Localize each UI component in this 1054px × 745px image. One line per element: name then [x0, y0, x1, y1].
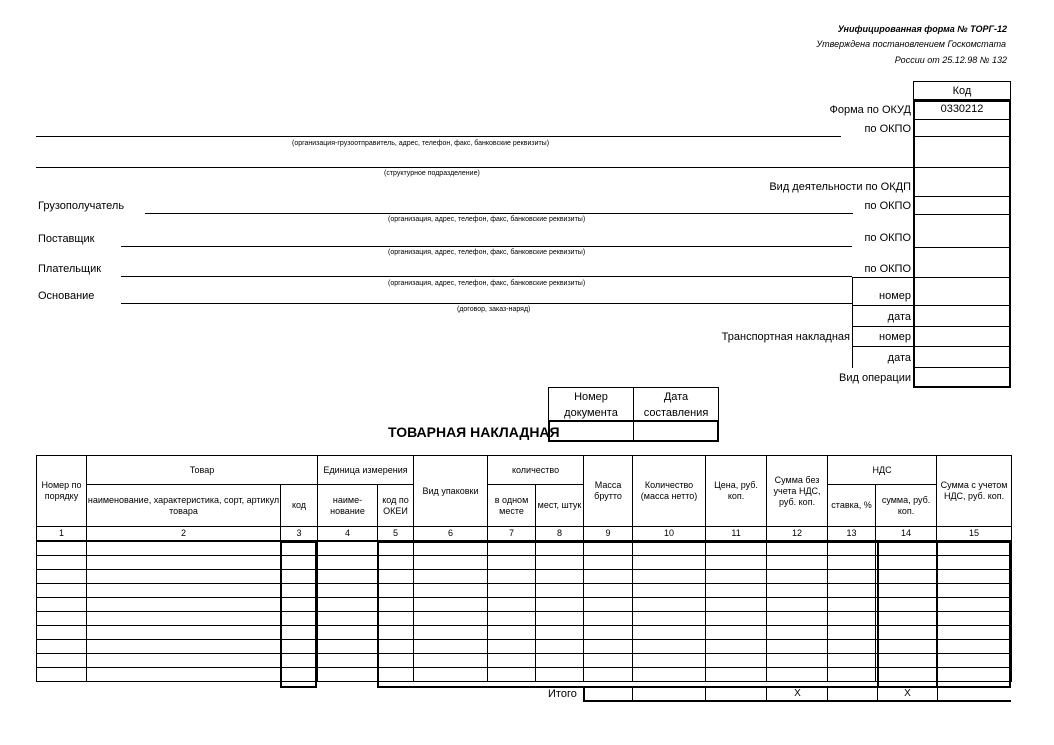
payer-line[interactable] [121, 276, 852, 277]
table-cell[interactable] [87, 626, 281, 640]
table-cell[interactable] [37, 584, 87, 598]
table-cell[interactable] [87, 640, 281, 654]
table-cell[interactable] [87, 612, 281, 626]
codes-frame [913, 100, 1011, 388]
supplier-label: Поставщик [38, 233, 95, 245]
doc-number-field[interactable] [549, 422, 633, 440]
okud-code-field[interactable]: 0330212 [913, 100, 1011, 120]
data-label: дата [887, 352, 911, 364]
col-number: 12 [767, 527, 828, 541]
row-sep [852, 326, 913, 327]
supplier-hint: (организация, адрес, телефон, факс, банковские реквизиты) [388, 249, 586, 256]
payer-label: Плательщик [38, 263, 102, 275]
itogo-sep [632, 688, 633, 702]
table-cell[interactable] [87, 598, 281, 612]
table-cell[interactable] [37, 598, 87, 612]
col-number: 3 [281, 527, 318, 541]
col-number: 13 [828, 527, 876, 541]
table-cell[interactable] [318, 542, 378, 556]
col-edinica-header: Единица измерения [318, 456, 414, 485]
basis-label: Основание [38, 290, 95, 302]
col-vid-upak-header: Вид упаковки [414, 456, 488, 527]
consignee-line[interactable] [145, 213, 853, 214]
col-massa-header: Масса брутто [584, 456, 633, 527]
code-row-sep [913, 196, 1011, 197]
col-ed-okei-header: код по ОКЕИ [378, 485, 414, 527]
okpo-label: по ОКПО [864, 200, 911, 212]
table-cell[interactable] [318, 556, 378, 570]
okdp-label: Вид деятельности по ОКДП [769, 181, 911, 193]
table-cell[interactable] [87, 584, 281, 598]
okpo-label: по ОКПО [864, 263, 911, 275]
table-cell[interactable] [318, 668, 378, 682]
code-row-sep [913, 367, 1011, 368]
itogo-label: Итого [548, 688, 577, 700]
col-number: 9 [584, 527, 633, 541]
col-mest-header: мест, штук [536, 485, 584, 527]
struct-line[interactable] [36, 167, 913, 168]
nomer-label: номер [879, 290, 911, 302]
okud-label: Форма по ОКУД [829, 104, 911, 116]
col-number: 10 [633, 527, 706, 541]
table-cell[interactable] [318, 640, 378, 654]
table-cell[interactable] [37, 570, 87, 584]
col-summa-nds-header: сумма, руб. коп. [876, 485, 937, 527]
table-cell[interactable] [37, 542, 87, 556]
code-row-sep [913, 247, 1011, 248]
payer-hint: (организация, адрес, телефон, факс, банковские реквизиты) [388, 280, 586, 287]
nds-summa-frame [877, 541, 938, 688]
kod-column-frame [280, 541, 317, 688]
shipper-line[interactable] [36, 136, 841, 137]
col-number: 8 [536, 527, 584, 541]
itogo-sep [705, 688, 706, 702]
table-cell[interactable] [87, 668, 281, 682]
table-cell[interactable] [318, 584, 378, 598]
col-number: 5 [378, 527, 414, 541]
form-name: Унифицированная форма № ТОРГ-12 [837, 24, 1007, 34]
row-sep [852, 305, 913, 306]
itogo-x-mark: Х [904, 688, 911, 699]
table-cell[interactable] [37, 654, 87, 668]
code-row-sep [913, 167, 1011, 168]
shipper-hint: (организация-грузоотправитель, адрес, телефон, факс, банковские реквизиты) [292, 140, 550, 147]
table-cell[interactable] [318, 654, 378, 668]
col-number: 4 [318, 527, 378, 541]
table-cell[interactable] [37, 668, 87, 682]
doc-date-field[interactable] [634, 422, 718, 440]
col-number: 1 [37, 527, 87, 541]
col-summa-s-header: Сумма с учетом НДС, руб. коп. [937, 456, 1012, 527]
table-cell[interactable] [87, 556, 281, 570]
code-row-sep [913, 305, 1011, 306]
basis-hint: (договор, заказ-наряд) [457, 306, 531, 313]
table-cell[interactable] [37, 640, 87, 654]
col-kod-header: код [281, 485, 318, 527]
table-cell[interactable] [318, 626, 378, 640]
col-stavka-header: ставка, % [828, 485, 876, 527]
table-cell[interactable] [37, 556, 87, 570]
col-number: 7 [488, 527, 536, 541]
supplier-line[interactable] [121, 246, 852, 247]
okpo-label: по ОКПО [864, 123, 911, 135]
col-nomer-header: Номер по порядку [37, 456, 87, 527]
code-row-sep [913, 277, 1011, 278]
table-cell[interactable] [37, 626, 87, 640]
struct-hint: (структурное подразделение) [384, 170, 480, 177]
table-cell[interactable] [87, 542, 281, 556]
col-number: 15 [937, 527, 1012, 541]
approved-text: Утверждена постановлением Госкомстата [816, 39, 1006, 49]
col-naim-header: наименование, характеристика, сорт, артикул товара [87, 485, 281, 527]
col-v-odnom-header: в одном месте [488, 485, 536, 527]
transport-label: Транспортная накладная [721, 331, 850, 343]
col-kolichestvo-header: количество [488, 456, 584, 485]
approved-date: России от 25.12.98 № 132 [894, 55, 1007, 65]
col-kol-netto-header: Количество (масса нетто) [633, 456, 706, 527]
kod-header: Код [913, 81, 1011, 100]
col-cena-header: Цена, руб. коп. [706, 456, 767, 527]
col-number: 11 [706, 527, 767, 541]
code-row-sep [913, 326, 1011, 327]
col-ed-naim-header: наиме-нование [318, 485, 378, 527]
itogo-x-mark: Х [794, 688, 801, 699]
consignee-hint: (организация, адрес, телефон, факс, банковские реквизиты) [388, 216, 586, 223]
table-cell[interactable] [318, 570, 378, 584]
document-title: ТОВАРНАЯ НАКЛАДНАЯ [388, 424, 560, 440]
doc-date-header: Дата составления [633, 387, 719, 421]
table-cell[interactable] [87, 570, 281, 584]
col-nds-header: НДС [828, 456, 937, 485]
vid-operacii-label: Вид операции [839, 372, 911, 384]
consignee-label: Грузополучатель [38, 200, 125, 212]
table-cell[interactable] [37, 612, 87, 626]
table-cell[interactable] [318, 598, 378, 612]
code-row-sep [913, 346, 1011, 347]
code-row-sep [913, 214, 1011, 215]
col-tovar-header: Товар [87, 456, 318, 485]
col-number: 6 [414, 527, 488, 541]
col-summa-bez-header: Сумма без учета НДС, руб. коп. [767, 456, 828, 527]
code-row-sep [913, 136, 1011, 137]
table-cell[interactable] [318, 612, 378, 626]
row-sep [852, 346, 913, 347]
table-cell[interactable] [87, 654, 281, 668]
doc-number-header: Номер документа [548, 387, 634, 421]
basis-line[interactable] [121, 303, 852, 304]
col-number: 14 [876, 527, 937, 541]
nomer-label: номер [879, 331, 911, 343]
goods-table-header [36, 455, 1012, 541]
col-number: 2 [87, 527, 281, 541]
data-label: дата [887, 311, 911, 323]
okpo-label: по ОКПО [864, 232, 911, 244]
